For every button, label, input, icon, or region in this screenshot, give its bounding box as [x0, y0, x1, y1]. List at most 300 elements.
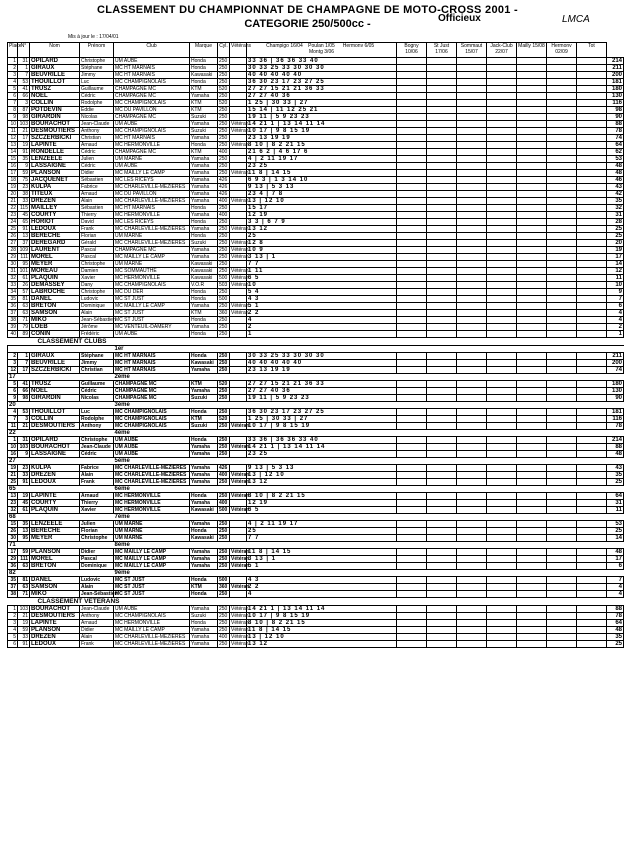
empty-cell	[427, 233, 457, 240]
table-row	[8, 591, 624, 598]
empty-cell	[517, 472, 547, 479]
cell-cyl: 520	[218, 86, 230, 93]
empty-cell	[427, 634, 457, 641]
cell-pl: 3	[8, 72, 18, 79]
cell-prenom: Alain	[80, 634, 114, 641]
cell-club: MC HERMONVILLE	[114, 275, 190, 282]
empty-cell	[397, 198, 427, 205]
empty-cell	[397, 620, 427, 627]
table-row	[8, 310, 624, 317]
table-row	[8, 556, 624, 563]
empty-cell	[457, 317, 487, 324]
cell-vet: Vétéran	[231, 563, 250, 569]
empty-cell	[487, 212, 517, 219]
empty-cell	[427, 240, 457, 247]
cell-vet: Vétéran	[231, 268, 249, 274]
empty-cell	[517, 282, 547, 289]
cell-nom: LENZEELE	[30, 521, 80, 528]
cell-club: UM AUBE	[114, 121, 190, 128]
cell-club: MC ST JUST	[114, 296, 190, 303]
cell-total: 17	[607, 254, 624, 261]
cell-nom: OPILARD	[30, 437, 80, 444]
cell-num: 66	[18, 388, 30, 395]
cell-club: MC HERMONVILLE	[114, 620, 190, 627]
cell-nom: BOURACHOT	[30, 606, 80, 613]
cell-total: 7	[607, 577, 624, 584]
empty-cell	[427, 535, 457, 542]
empty-cell	[457, 416, 487, 423]
table-row	[8, 184, 624, 191]
cell-cyl: 250	[218, 135, 230, 142]
cell-club: MC HERMONVILLE	[114, 142, 190, 149]
cell-pl: 38	[8, 317, 18, 324]
empty-cell	[547, 170, 577, 177]
cell-num: 37	[18, 240, 30, 247]
cell-pts: 27 27 15 21 21 36 33	[247, 381, 397, 388]
cell-cyl: 250	[218, 142, 230, 149]
cell-num: 31	[18, 437, 30, 444]
empty-cell	[517, 100, 547, 107]
empty-cell	[577, 268, 607, 275]
cell-total: 25	[607, 479, 624, 486]
empty-cell	[547, 416, 577, 423]
cell-nom: DESMOUTIERS	[30, 613, 80, 620]
cell-cyl: 250	[218, 479, 230, 486]
cell-vet	[230, 149, 247, 156]
cell-pl: 5	[8, 86, 18, 93]
cell-pl: 9	[8, 395, 18, 402]
cell-pts: 25	[247, 528, 397, 535]
cell-marque: Honda	[190, 353, 218, 360]
empty-cell	[457, 479, 487, 486]
cell-prenom: Christophe	[80, 289, 114, 296]
table-row	[8, 212, 624, 219]
empty-cell	[577, 409, 607, 416]
empty-cell	[427, 577, 457, 584]
cell-pl: 3	[8, 620, 18, 627]
cell-num: 7	[18, 72, 30, 79]
empty-cell	[547, 634, 577, 641]
cell-cyl: 250	[218, 254, 230, 261]
cell-cyl: 250	[218, 58, 230, 65]
empty-cell	[457, 303, 487, 310]
empty-cell	[577, 493, 607, 500]
cell-marque: Yamaha	[190, 549, 218, 556]
empty-cell	[457, 184, 487, 191]
table-row	[8, 613, 624, 620]
cell-num: 35	[18, 156, 30, 163]
empty-cell	[397, 219, 427, 226]
cell-nom: DREZEN	[30, 472, 80, 479]
column-header: Nom	[30, 43, 80, 58]
cell-prenom: Pascal	[80, 556, 114, 563]
empty-cell	[547, 205, 577, 212]
column-header: Tot	[577, 43, 607, 58]
cell-nom: MEYER	[30, 535, 80, 542]
empty-cell	[517, 268, 547, 275]
cell-pts: 21 6 2 | 4 6 17 6	[247, 149, 397, 156]
empty-cell	[397, 521, 427, 528]
cell-total: 200	[607, 72, 624, 79]
cell-pl: 32	[8, 507, 18, 514]
empty-cell	[397, 135, 427, 142]
table-row	[8, 324, 624, 331]
empty-cell	[427, 388, 457, 395]
cell-nom: LENZEELE	[30, 156, 80, 163]
empty-cell	[427, 177, 457, 184]
empty-cell	[457, 437, 487, 444]
cell-num: 95	[18, 261, 30, 268]
cell-pts: 40 40 40 40 40	[247, 360, 397, 367]
cell-pl: 30	[8, 535, 18, 542]
table-row	[8, 261, 624, 268]
cell-marque: KTM	[190, 107, 218, 114]
empty-cell	[487, 409, 517, 416]
cell-marque: Honda	[190, 493, 218, 500]
cell-club: UM AUBE	[114, 444, 190, 451]
club-prev-total: 82	[8, 570, 114, 577]
cell-vet: Vétéran	[231, 282, 249, 288]
cell-cyl: 250	[218, 226, 230, 233]
cell-cyl: 426	[218, 177, 230, 184]
cell-marque: Honda	[190, 331, 218, 338]
cell-pts: 6 5	[247, 507, 397, 514]
empty-cell	[547, 549, 577, 556]
cell-cyl: 250	[218, 613, 230, 620]
cell-club: MC HT MARNAIS	[114, 135, 190, 142]
cell-prenom: Christophe	[80, 437, 114, 444]
empty-cell	[517, 451, 547, 458]
cell-pl: 11	[8, 128, 18, 135]
empty-cell	[487, 577, 517, 584]
cell-total: 14	[607, 261, 624, 268]
empty-cell	[547, 247, 577, 254]
cell-prenom: David	[80, 219, 114, 226]
empty-cell	[577, 465, 607, 472]
empty-cell	[397, 577, 427, 584]
cell-pts: 4 | 2 11 19 17	[247, 156, 397, 163]
cell-total: 90	[607, 395, 624, 402]
empty-cell	[487, 86, 517, 93]
cell-club: MC CHARLEVILLE-MEZIERES	[114, 184, 190, 191]
cell-num: 45	[18, 212, 30, 219]
table-row	[8, 282, 624, 289]
cell-vet	[230, 367, 247, 374]
empty-cell	[457, 254, 487, 261]
cell-total: 31	[607, 212, 624, 219]
cell-nom: GIRARDIN	[30, 114, 80, 121]
cell-pl: 18	[8, 177, 18, 184]
empty-cell	[487, 163, 517, 170]
empty-cell	[427, 289, 457, 296]
table-row	[8, 620, 624, 627]
cell-vet	[230, 58, 247, 65]
empty-cell	[517, 641, 547, 648]
table-row	[8, 493, 624, 500]
cell-pts: 1 25 | 30 33 | 27	[247, 416, 397, 423]
cell-pl: 35	[8, 577, 18, 584]
empty-cell	[457, 409, 487, 416]
cell-prenom: Julien	[80, 156, 114, 163]
club-rank-label: 3ème	[114, 402, 624, 409]
cell-vet	[230, 65, 247, 72]
cell-cyl: 250	[218, 219, 230, 226]
empty-cell	[457, 613, 487, 620]
cell-vet	[230, 360, 247, 367]
empty-cell	[577, 395, 607, 402]
empty-cell	[547, 521, 577, 528]
cell-nom: NOEL	[30, 388, 80, 395]
empty-cell	[397, 282, 427, 289]
table-row	[8, 114, 624, 121]
table-row	[8, 606, 624, 613]
cell-pl: 6	[8, 93, 18, 100]
cell-club: CHAMPAGNE MC	[114, 395, 190, 402]
cell-nom: MAILLEY	[30, 205, 80, 212]
cell-total: 43	[607, 184, 624, 191]
empty-cell	[427, 324, 457, 331]
empty-cell	[397, 142, 427, 149]
empty-cell	[487, 591, 517, 598]
table-row	[8, 360, 624, 367]
cell-pl: 10	[8, 121, 18, 128]
cell-total: 200	[607, 360, 624, 367]
table-row	[8, 205, 624, 212]
empty-cell	[397, 641, 427, 648]
cell-prenom: Arnaud	[80, 191, 114, 198]
cell-num: 81	[18, 296, 30, 303]
cell-num: 91	[18, 226, 30, 233]
cell-club: MC CHAMPIGNOLAIS	[114, 613, 190, 620]
cell-marque: Kawasaki	[190, 360, 218, 367]
empty-cell	[457, 444, 487, 451]
empty-cell	[457, 261, 487, 268]
empty-cell	[577, 100, 607, 107]
cell-cyl: 520	[218, 416, 230, 423]
cell-prenom: Christian	[80, 367, 114, 374]
cell-pl: 11	[8, 423, 18, 430]
cell-pts: 1 25 | 30 33 | 27	[247, 100, 397, 107]
empty-cell	[577, 219, 607, 226]
empty-cell	[577, 79, 607, 86]
empty-cell	[517, 303, 547, 310]
cell-pl: 23	[8, 500, 18, 507]
table-row	[8, 226, 624, 233]
empty-cell	[547, 212, 577, 219]
empty-cell	[517, 114, 547, 121]
cell-vet	[230, 184, 247, 191]
empty-cell	[577, 128, 607, 135]
cell-club: CHAMPAGNE MC	[114, 149, 190, 156]
empty-cell	[517, 240, 547, 247]
cell-marque: Yamaha	[190, 191, 218, 198]
race-columns-header	[247, 43, 397, 58]
cell-cyl: 500	[218, 577, 230, 584]
empty-cell	[517, 135, 547, 142]
cell-total: 32	[607, 205, 624, 212]
empty-cell	[547, 627, 577, 634]
empty-cell	[427, 184, 457, 191]
cell-marque: Kawasaki	[190, 72, 218, 79]
club-prev-total: 65	[8, 486, 114, 493]
empty-cell	[427, 367, 457, 374]
cell-cyl: 250	[218, 493, 230, 500]
official-label: Officieux	[438, 13, 481, 24]
empty-cell	[397, 163, 427, 170]
cell-pts: 11 8 | 14 15	[247, 549, 397, 556]
cell-total: 31	[607, 500, 624, 507]
cell-vet: Vétéran	[231, 584, 250, 590]
cell-club: MC MAILLY LE CAMP	[114, 549, 190, 556]
empty-cell	[397, 72, 427, 79]
empty-cell	[577, 620, 607, 627]
cell-marque: KTM	[190, 100, 218, 107]
cell-club: MC CHARLEVILLE-MEZIERES	[114, 634, 190, 641]
empty-cell	[457, 591, 487, 598]
empty-cell	[547, 437, 577, 444]
empty-cell	[487, 641, 517, 648]
table-row	[8, 275, 624, 282]
cell-club: MC SOMMAUTHE	[114, 268, 190, 275]
table-row	[8, 521, 624, 528]
empty-cell	[547, 606, 577, 613]
table-row	[8, 149, 624, 156]
empty-cell	[427, 556, 457, 563]
cell-pl: 16	[8, 163, 18, 170]
empty-cell	[427, 268, 457, 275]
empty-cell	[457, 107, 487, 114]
cell-vet	[230, 381, 247, 388]
empty-cell	[397, 324, 427, 331]
cell-pl: 37	[8, 584, 18, 591]
cell-club: MC LES RICEYS	[114, 219, 190, 226]
empty-cell	[577, 388, 607, 395]
table-row	[8, 528, 624, 535]
column-header: Hermonv 02/09	[547, 43, 577, 58]
cell-pts: 10 17 | 9 8 15 19	[247, 423, 397, 430]
cell-vet: Vétéran	[231, 493, 250, 499]
empty-cell	[487, 177, 517, 184]
cell-prenom: Xavier	[80, 275, 114, 282]
cell-prenom: Christian	[80, 135, 114, 142]
cell-pl: 35	[8, 296, 18, 303]
cell-prenom: Cédric	[80, 93, 114, 100]
empty-cell	[487, 423, 517, 430]
cell-pts: 27 27 15 21 21 36 33	[247, 86, 397, 93]
cell-pts: 8 10 | 8 2 21 15	[247, 493, 397, 500]
empty-cell	[547, 360, 577, 367]
empty-cell	[397, 493, 427, 500]
empty-cell	[487, 100, 517, 107]
cell-cyl: 250	[218, 528, 230, 535]
empty-cell	[427, 620, 457, 627]
cell-club: UM MARNE	[114, 261, 190, 268]
cell-pts: 2 2	[247, 310, 397, 317]
cell-vet	[230, 388, 247, 395]
cell-cyl: 520	[218, 381, 230, 388]
cell-vet	[230, 93, 247, 100]
empty-cell	[487, 627, 517, 634]
cell-pl: 34	[8, 289, 18, 296]
empty-cell	[397, 627, 427, 634]
cell-total: 35	[607, 198, 624, 205]
cell-pl: 9	[8, 114, 18, 121]
empty-cell	[517, 198, 547, 205]
club-prev-total: 68	[8, 514, 114, 521]
cell-marque: Yamaha	[190, 465, 218, 472]
cell-pts: 5 4	[247, 289, 397, 296]
cell-num: 87	[18, 107, 30, 114]
cell-pl: 29	[8, 556, 18, 563]
empty-cell	[547, 296, 577, 303]
empty-cell	[427, 296, 457, 303]
empty-cell	[547, 528, 577, 535]
cell-cyl: 250	[218, 324, 230, 331]
club-rank-label: 7ème	[114, 514, 624, 521]
empty-cell	[517, 606, 547, 613]
empty-cell	[397, 584, 427, 591]
cell-pl: 24	[8, 219, 18, 226]
empty-cell	[397, 296, 427, 303]
empty-cell	[457, 577, 487, 584]
cell-num: 63	[18, 310, 30, 317]
cell-total: 88	[607, 121, 624, 128]
cell-marque: Yamaha	[190, 500, 218, 507]
cell-nom: LEDOUX	[30, 641, 80, 648]
empty-cell	[547, 79, 577, 86]
cell-cyl: 250	[218, 233, 230, 240]
club-rank-label: 8ème	[114, 542, 624, 549]
cell-num: 65	[18, 219, 30, 226]
empty-cell	[487, 142, 517, 149]
cell-nom: CONIN	[30, 331, 80, 338]
cell-club: UM MARNE	[114, 521, 190, 528]
empty-cell	[397, 149, 427, 156]
empty-cell	[487, 296, 517, 303]
empty-cell	[517, 549, 547, 556]
empty-cell	[517, 500, 547, 507]
empty-cell	[457, 114, 487, 121]
cell-nom: DESMOUTIERS	[30, 128, 80, 135]
empty-cell	[427, 191, 457, 198]
empty-cell	[547, 219, 577, 226]
empty-cell	[397, 156, 427, 163]
empty-cell	[577, 233, 607, 240]
cell-club: UM AUBE	[114, 331, 190, 338]
empty-cell	[487, 465, 517, 472]
cell-cyl: 250	[218, 72, 230, 79]
cell-club: UM AUBE	[114, 58, 190, 65]
cell-num: 71	[18, 591, 30, 598]
table-row	[8, 641, 624, 648]
cell-vet	[230, 591, 247, 598]
empty-cell	[487, 521, 517, 528]
cell-cyl: 250	[218, 107, 230, 114]
cell-pl: 29	[8, 254, 18, 261]
empty-cell	[517, 381, 547, 388]
cell-pl: 20	[8, 191, 18, 198]
empty-cell	[547, 641, 577, 648]
cell-prenom: Cédric	[80, 163, 114, 170]
cell-marque: Honda	[190, 205, 218, 212]
cell-cyl: 360	[218, 584, 230, 591]
cell-cyl: 250	[218, 606, 230, 613]
cell-pl: 19	[8, 465, 18, 472]
empty-cell	[517, 324, 547, 331]
cell-vet: Vétéran	[231, 128, 249, 134]
cell-marque: Yamaha	[190, 177, 218, 184]
cell-prenom: Guillaume	[80, 86, 114, 93]
